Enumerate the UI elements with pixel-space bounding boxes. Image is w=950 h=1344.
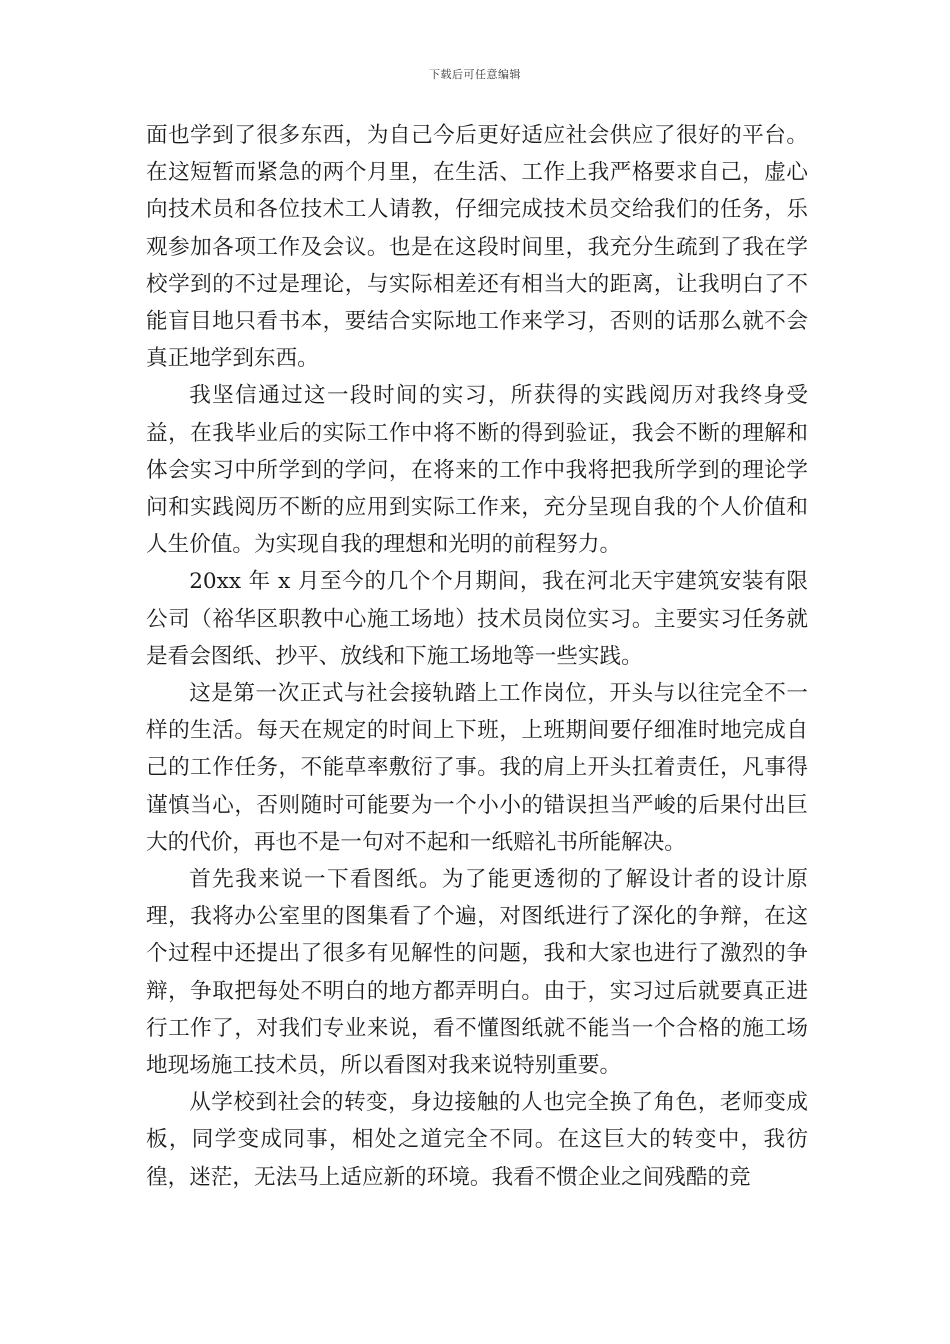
document-body — [146, 117, 808, 1196]
paragraph: 从学校到社会的转变，身边接触的人也完全换了角色，老师变成板，同学变成同事，相处之道完全不同。在这巨大的转变中，我彷徨，迷茫，无法马上适应新的环境。我看不惯企业之间残酷的竞 — [146, 1090, 808, 1190]
paragraph: 我坚信通过这一段时间的实习，所获得的实践阅历对我终身受益，在我毕业后的实际工作中将不断的得到验证，我会不断的理解和体会实习中所学到的学问，在将来的工作中我将把我所学到的理论学问和实践阅历不断的应用到实际工作来，充分呈现自我的个人价值和人生价值。为实现自我的理想和光明的前程努力。 — [146, 383, 808, 558]
page-header: 下载后可任意编辑 — [429, 68, 521, 81]
paragraph: 面也学到了很多东西，为自己今后更好适应社会供应了很好的平台。在这短暂而紧急的两个月里，在生活、工作上我严格要求自己，虚心向技术员和各位技术工人请教，仔细完成技术员交给我们的任务，乐观参加各项工作及会议。也是在这段时间里，我充分生疏到了我在学校学到的不过是理论，与实际相差还有相当大的距离，让我明白了不能盲目地只看书本，要结合实际地工作来学习，否则的话那么就不会真正地学到东西。 — [146, 123, 808, 372]
paragraph: 这是第一次正式与社会接轨踏上工作岗位，开头与以往完全不一样的生活。每天在规定的时间上下班，上班期间要仔细准时地完成自己的工作任务，不能草率敷衍了事。我的肩上开头扛着责任，凡事得谨慎当心，否则随时可能要为一个小小的错误担当严峻的后果付出巨大的代价，再也不是一句对不起和一纸赔礼书所能解决。 — [146, 681, 808, 855]
paragraph: 首先我来说一下看图纸。为了能更透彻的了解设计者的设计原理，我将办公室里的图集看了个遍，对图纸进行了深化的争辩，在这个过程中还提出了很多有见解性的问题，我和大家也进行了激烈的争辩，争取把每处不明白的地方都弄明白。由于，实习过后就要真正进行工作了，对我们专业来说，看不懂图纸就不能当一个合格的施工场地现场施工技术员，所以看图对我来说特别重要。 — [146, 867, 808, 1079]
paragraph: 20xx 年 x 月至今的几个个月期间，我在河北天宇建筑安装有限公司（裕华区职教中心施工场地）技术员岗位实习。主要实习任务就是看会图纸、抄平、放线和下施工场地等一些实践。 — [146, 569, 808, 669]
